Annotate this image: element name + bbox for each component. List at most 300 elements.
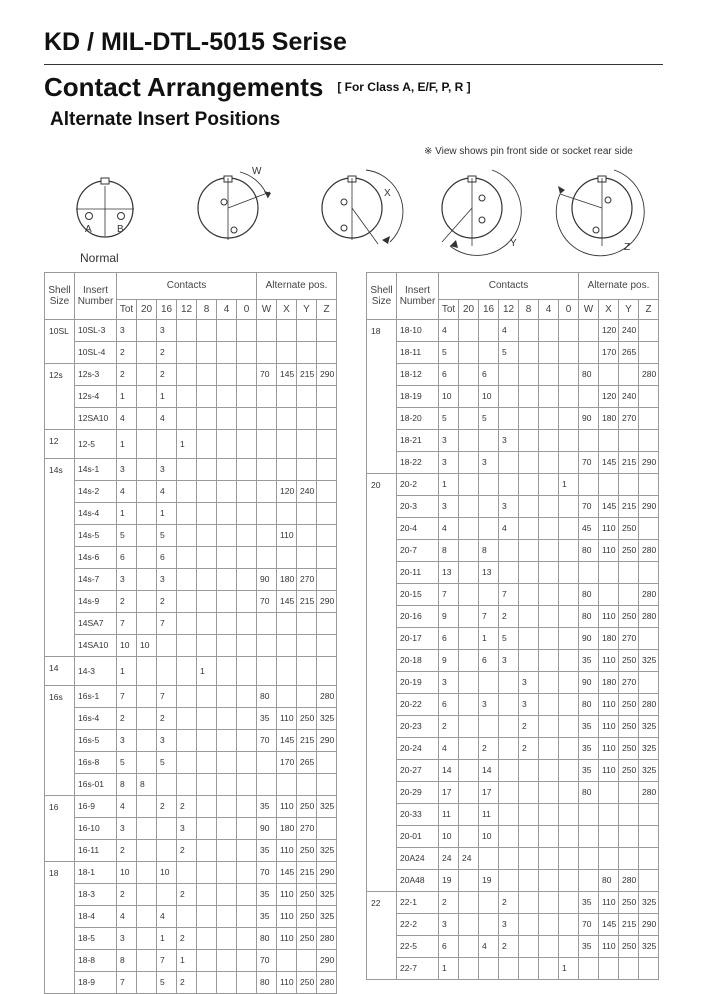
contact-count-cell: [137, 796, 157, 818]
header-row: [367, 273, 659, 300]
contact-count-cell: 8: [479, 540, 499, 562]
contact-count-cell: [197, 591, 217, 613]
contact-count-cell: 8: [117, 950, 137, 972]
contact-count-cell: 5: [499, 342, 519, 364]
alt-pos-cell: 180: [277, 569, 297, 591]
shell-size-cell: 14: [45, 657, 75, 686]
contact-count-cell: 1: [157, 386, 177, 408]
contact-count-cell: [479, 672, 499, 694]
alt-pos-cell: 215: [297, 730, 317, 752]
contact-count-cell: [539, 892, 559, 914]
alt-pos-cell: 280: [639, 694, 659, 716]
alt-pos-cell: 145: [599, 496, 619, 518]
contact-count-cell: [157, 818, 177, 840]
contact-count-cell: 7: [157, 950, 177, 972]
alt-pos-cell: [579, 826, 599, 848]
contact-count-cell: [459, 936, 479, 958]
alt-pos-cell: [297, 342, 317, 364]
alt-pos-cell: [619, 804, 639, 826]
contact-count-cell: 2: [499, 892, 519, 914]
insert-number-header: [397, 273, 439, 320]
alt-pos-cell: [277, 950, 297, 972]
alt-pos-cell: 70: [257, 950, 277, 972]
alt-pos-cell: 215: [619, 452, 639, 474]
contact-count-cell: [237, 884, 257, 906]
contact-count-cell: [519, 848, 539, 870]
contact-count-cell: [137, 928, 157, 950]
alt-pos-cell: [317, 503, 337, 525]
alt-pos-cell: [639, 386, 659, 408]
alt-pos-cell: 290: [317, 862, 337, 884]
contact-count-cell: [157, 635, 177, 657]
contact-count-cell: [197, 686, 217, 708]
contact-count-cell: [177, 547, 197, 569]
contact-count-cell: [237, 818, 257, 840]
alt-pos-cell: 145: [277, 591, 297, 613]
alt-col-header: X: [599, 300, 619, 320]
alt-col-header: X: [277, 300, 297, 320]
table-row: [45, 950, 337, 972]
alt-pos-cell: 290: [317, 364, 337, 386]
contact-count-cell: [559, 430, 579, 452]
contact-count-cell: [479, 958, 499, 980]
alt-pos-cell: [599, 826, 619, 848]
contact-count-cell: [217, 796, 237, 818]
contact-count-cell: [539, 694, 559, 716]
alt-pos-cell: 90: [257, 818, 277, 840]
contact-count-cell: 4: [439, 518, 459, 540]
alt-pos-cell: 240: [619, 320, 639, 342]
alt-pos-cell: 70: [257, 730, 277, 752]
right-table-body: [367, 273, 659, 980]
table-row: [367, 804, 659, 826]
table-row: [45, 386, 337, 408]
alt-pos-cell: [277, 408, 297, 430]
contact-count-cell: 5: [499, 628, 519, 650]
contact-count-cell: 4: [499, 320, 519, 342]
contact-col-header: 20: [459, 300, 479, 320]
insert-number-cell: 14-3: [75, 657, 117, 686]
contact-count-cell: [237, 635, 257, 657]
insert-number-cell: 18-19: [397, 386, 439, 408]
alt-col-header: Z: [639, 300, 659, 320]
contact-count-cell: [559, 320, 579, 342]
table-row: [367, 958, 659, 980]
contact-count-cell: [459, 584, 479, 606]
alt-pos-cell: 110: [599, 716, 619, 738]
contact-count-cell: [237, 503, 257, 525]
alt-pos-cell: [297, 503, 317, 525]
contact-count-cell: [539, 914, 559, 936]
contact-count-cell: [237, 796, 257, 818]
alt-pos-cell: 265: [297, 752, 317, 774]
contact-count-cell: 7: [479, 606, 499, 628]
contact-count-cell: [459, 386, 479, 408]
alt-pos-cell: [257, 408, 277, 430]
alt-pos-cell: 120: [277, 481, 297, 503]
normal-position-diagram: [70, 158, 150, 240]
alt-pos-cell: [579, 958, 599, 980]
contact-count-cell: 5: [157, 752, 177, 774]
contact-count-cell: 3: [439, 672, 459, 694]
contact-count-cell: 8: [137, 774, 157, 796]
contact-count-cell: 4: [439, 738, 459, 760]
alt-pos-cell: 325: [317, 884, 337, 906]
contact-count-cell: [479, 848, 499, 870]
insert-number-header: [75, 273, 117, 320]
alt-pos-cell: 35: [257, 840, 277, 862]
contact-count-cell: [217, 364, 237, 386]
contact-count-cell: [539, 342, 559, 364]
contact-col-header: 0: [559, 300, 579, 320]
contact-count-cell: [459, 474, 479, 496]
contact-count-cell: [499, 474, 519, 496]
table-row: [45, 730, 337, 752]
contact-count-cell: 3: [439, 496, 459, 518]
insert-number-cell: 16s-5: [75, 730, 117, 752]
contact-count-cell: [197, 972, 217, 994]
contact-count-cell: [539, 738, 559, 760]
contact-count-cell: [499, 958, 519, 980]
alt-pos-cell: 325: [639, 892, 659, 914]
alt-pos-cell: 90: [579, 408, 599, 430]
alt-pos-cell: [317, 320, 337, 342]
alt-pos-cell: 325: [317, 708, 337, 730]
alt-pos-cell: 270: [297, 818, 317, 840]
contact-count-cell: [459, 496, 479, 518]
contact-count-cell: [479, 496, 499, 518]
contact-count-cell: [217, 503, 237, 525]
contact-count-cell: [539, 474, 559, 496]
alt-pos-cell: 280: [317, 928, 337, 950]
alt-pos-cell: 325: [639, 760, 659, 782]
alt-pos-cell: [599, 782, 619, 804]
alt-pos-cell: [257, 525, 277, 547]
table-row: [367, 782, 659, 804]
contact-count-cell: [217, 950, 237, 972]
contact-count-cell: [559, 782, 579, 804]
contact-count-cell: 3: [519, 672, 539, 694]
alt-pos-cell: [599, 584, 619, 606]
shell-size-cell: 10SL: [45, 320, 75, 364]
contact-count-cell: [459, 672, 479, 694]
alt-pos-cell: [599, 804, 619, 826]
left-table: [44, 272, 337, 994]
contact-count-cell: [499, 562, 519, 584]
contact-count-cell: [559, 694, 579, 716]
contact-count-cell: [137, 906, 157, 928]
contact-count-cell: [197, 840, 217, 862]
alt-pos-cell: 290: [639, 496, 659, 518]
contact-count-cell: [137, 840, 157, 862]
contact-count-cell: [217, 884, 237, 906]
contact-count-cell: [559, 804, 579, 826]
insert-number-cell: 12s-3: [75, 364, 117, 386]
contact-count-cell: 14: [439, 760, 459, 782]
insert-header-line1: Insert: [404, 284, 430, 296]
insert-header-line2: Number: [399, 296, 436, 307]
alt-pos-cell: 215: [619, 496, 639, 518]
contact-count-cell: [459, 342, 479, 364]
contact-count-cell: [197, 730, 217, 752]
contact-count-cell: 1: [117, 430, 137, 459]
insert-number-cell: 14s-6: [75, 547, 117, 569]
contact-count-cell: [177, 364, 197, 386]
x-label: X: [384, 188, 391, 199]
contact-count-cell: 10: [479, 386, 499, 408]
contact-count-cell: 3: [157, 730, 177, 752]
alt-pos-cell: 280: [639, 364, 659, 386]
table-row: [45, 796, 337, 818]
contact-count-cell: 2: [157, 342, 177, 364]
contact-count-cell: [177, 752, 197, 774]
alt-pos-cell: [599, 958, 619, 980]
alt-pos-cell: 145: [599, 914, 619, 936]
insert-number-cell: 18-20: [397, 408, 439, 430]
contact-count-cell: [237, 657, 257, 686]
contact-count-cell: [137, 547, 157, 569]
insert-header-line2: Number: [77, 296, 114, 307]
contact-count-cell: 2: [157, 708, 177, 730]
shell-size-header: [45, 273, 75, 320]
contact-count-cell: [539, 628, 559, 650]
contact-col-header: Tot: [439, 300, 459, 320]
alt-pos-cell: 70: [257, 862, 277, 884]
alt-pos-cell: 35: [579, 650, 599, 672]
contact-count-cell: [519, 320, 539, 342]
contact-count-cell: [539, 782, 559, 804]
contact-count-cell: 3: [117, 569, 137, 591]
contact-count-cell: [539, 760, 559, 782]
contact-count-cell: 2: [439, 716, 459, 738]
contact-count-cell: [519, 760, 539, 782]
alt-pos-cell: [317, 613, 337, 635]
contact-count-cell: 10: [137, 635, 157, 657]
alt-pos-cell: [639, 826, 659, 848]
contact-count-cell: [499, 848, 519, 870]
alt-pos-cell: 80: [579, 540, 599, 562]
table-row: [45, 752, 337, 774]
contact-count-cell: [197, 818, 217, 840]
contact-count-cell: 4: [117, 481, 137, 503]
header-row: [45, 273, 337, 300]
section-title-text: Contact Arrangements: [44, 72, 324, 102]
contact-count-cell: [479, 430, 499, 452]
shell-size-cell: 16: [45, 796, 75, 862]
contact-count-cell: [479, 342, 499, 364]
contact-count-cell: [499, 452, 519, 474]
alt-pos-cell: 250: [619, 936, 639, 958]
insert-number-cell: 20-4: [397, 518, 439, 540]
contact-count-cell: 3: [519, 694, 539, 716]
contact-count-cell: [237, 364, 257, 386]
table-row: [45, 928, 337, 950]
contact-count-cell: [519, 804, 539, 826]
contact-count-cell: [217, 569, 237, 591]
contact-col-header: 0: [237, 300, 257, 320]
contact-count-cell: [559, 452, 579, 474]
alt-pos-cell: [317, 774, 337, 796]
contact-count-cell: [237, 430, 257, 459]
table-row: [45, 547, 337, 569]
contact-count-cell: [197, 459, 217, 481]
alt-pos-cell: 290: [317, 950, 337, 972]
contact-count-cell: 10: [157, 862, 177, 884]
table-row: [45, 503, 337, 525]
alt-pos-cell: [277, 547, 297, 569]
alt-pos-cell: 325: [639, 936, 659, 958]
alt-pos-cell: 90: [579, 628, 599, 650]
alt-pos-cell: 70: [579, 452, 599, 474]
contact-count-cell: 2: [117, 708, 137, 730]
insert-number-cell: 16-9: [75, 796, 117, 818]
alt-pos-cell: [297, 408, 317, 430]
shell-header-line2: Size: [49, 296, 70, 307]
contact-count-cell: [177, 708, 197, 730]
alt-pos-cell: [257, 547, 277, 569]
alt-pos-cell: 145: [277, 730, 297, 752]
contact-count-cell: [137, 386, 157, 408]
contact-count-cell: [519, 584, 539, 606]
alt-pos-cell: 170: [599, 342, 619, 364]
contact-count-cell: [559, 760, 579, 782]
insert-number-cell: 20A24: [397, 848, 439, 870]
contact-count-cell: [137, 459, 157, 481]
alt-pos-cell: 240: [619, 386, 639, 408]
contact-b-label: B: [117, 224, 124, 235]
alt-pos-cell: 110: [277, 796, 297, 818]
contact-count-cell: [177, 459, 197, 481]
contact-count-cell: [559, 738, 579, 760]
contact-count-cell: 14: [479, 760, 499, 782]
alt-pos-cell: [297, 774, 317, 796]
contact-count-cell: [217, 862, 237, 884]
table-row: [367, 584, 659, 606]
contact-count-cell: 9: [439, 650, 459, 672]
insert-number-cell: 18-10: [397, 320, 439, 342]
contact-count-cell: [539, 650, 559, 672]
alt-pos-cell: [317, 657, 337, 686]
contact-count-cell: 3: [157, 459, 177, 481]
alt-pos-cell: [277, 342, 297, 364]
alt-pos-cell: [277, 459, 297, 481]
alt-pos-cell: 215: [297, 862, 317, 884]
insert-number-cell: 20A48: [397, 870, 439, 892]
contact-count-cell: [559, 650, 579, 672]
insert-number-cell: 14s-4: [75, 503, 117, 525]
insert-number-cell: 20-15: [397, 584, 439, 606]
contact-count-cell: 2: [157, 591, 177, 613]
contact-count-cell: [137, 503, 157, 525]
contact-count-cell: 4: [499, 518, 519, 540]
contact-count-cell: [559, 914, 579, 936]
alt-pos-cell: [579, 430, 599, 452]
table-row: [45, 708, 337, 730]
contact-count-cell: 2: [499, 606, 519, 628]
shell-size-cell: 16s: [45, 686, 75, 796]
contact-count-cell: 5: [157, 972, 177, 994]
table-row: [45, 481, 337, 503]
alt-pos-cell: 215: [619, 914, 639, 936]
insert-number-cell: 14s-1: [75, 459, 117, 481]
contact-count-cell: [217, 708, 237, 730]
contact-count-cell: [237, 481, 257, 503]
contact-count-cell: [479, 716, 499, 738]
alt-pos-cell: 145: [277, 862, 297, 884]
contact-count-cell: [479, 914, 499, 936]
alt-pos-cell: 145: [277, 364, 297, 386]
contact-count-cell: [459, 540, 479, 562]
table-row: [367, 738, 659, 760]
contact-count-cell: [237, 547, 257, 569]
contact-count-cell: [559, 518, 579, 540]
alt-pos-cell: 110: [277, 840, 297, 862]
contact-count-cell: 2: [177, 840, 197, 862]
contact-count-cell: [177, 569, 197, 591]
alt-pos-cell: 35: [579, 892, 599, 914]
alt-pos-cell: 250: [619, 650, 639, 672]
alt-pos-cell: 110: [599, 540, 619, 562]
contact-count-cell: [559, 606, 579, 628]
contacts-header: Contacts: [439, 273, 579, 300]
contact-count-cell: [459, 562, 479, 584]
contact-count-cell: 2: [519, 738, 539, 760]
alt-pos-cell: [257, 657, 277, 686]
class-note: [ For Class A, E/F, P, R ]: [337, 80, 471, 94]
contact-count-cell: [197, 774, 217, 796]
alt-pos-cell: [317, 818, 337, 840]
table-row: [45, 430, 337, 459]
contact-count-cell: [237, 569, 257, 591]
alt-pos-cell: 110: [599, 760, 619, 782]
alt-pos-cell: [639, 628, 659, 650]
contact-count-cell: [459, 760, 479, 782]
contact-count-cell: [177, 906, 197, 928]
contact-count-cell: [197, 635, 217, 657]
contact-count-cell: [177, 686, 197, 708]
alt-pos-cell: [297, 459, 317, 481]
alt-pos-cell: [257, 481, 277, 503]
contact-count-cell: 3: [117, 459, 137, 481]
alt-pos-cell: [297, 386, 317, 408]
contact-count-cell: [459, 628, 479, 650]
contact-count-cell: [237, 408, 257, 430]
contact-count-cell: [499, 716, 519, 738]
alt-pos-cell: 80: [257, 928, 277, 950]
contact-count-cell: 7: [117, 686, 137, 708]
insert-number-cell: 12s-4: [75, 386, 117, 408]
contact-count-cell: [237, 686, 257, 708]
shell-size-cell: 18: [367, 320, 397, 474]
alt-pos-cell: 35: [257, 796, 277, 818]
shell-size-cell: 18: [45, 862, 75, 994]
alt-pos-cell: 110: [599, 606, 619, 628]
alt-pos-cell: [297, 525, 317, 547]
contact-count-cell: [217, 525, 237, 547]
alt-col-header: Y: [619, 300, 639, 320]
contact-count-cell: [137, 364, 157, 386]
alt-pos-cell: 35: [579, 738, 599, 760]
alt-pos-cell: 250: [619, 518, 639, 540]
contact-count-cell: 17: [439, 782, 459, 804]
contact-count-cell: 24: [439, 848, 459, 870]
contact-count-cell: [479, 320, 499, 342]
contact-col-header: 16: [157, 300, 177, 320]
alt-col-header: Z: [317, 300, 337, 320]
contact-count-cell: [137, 591, 157, 613]
contact-count-cell: [459, 870, 479, 892]
alt-pos-cell: 70: [257, 591, 277, 613]
